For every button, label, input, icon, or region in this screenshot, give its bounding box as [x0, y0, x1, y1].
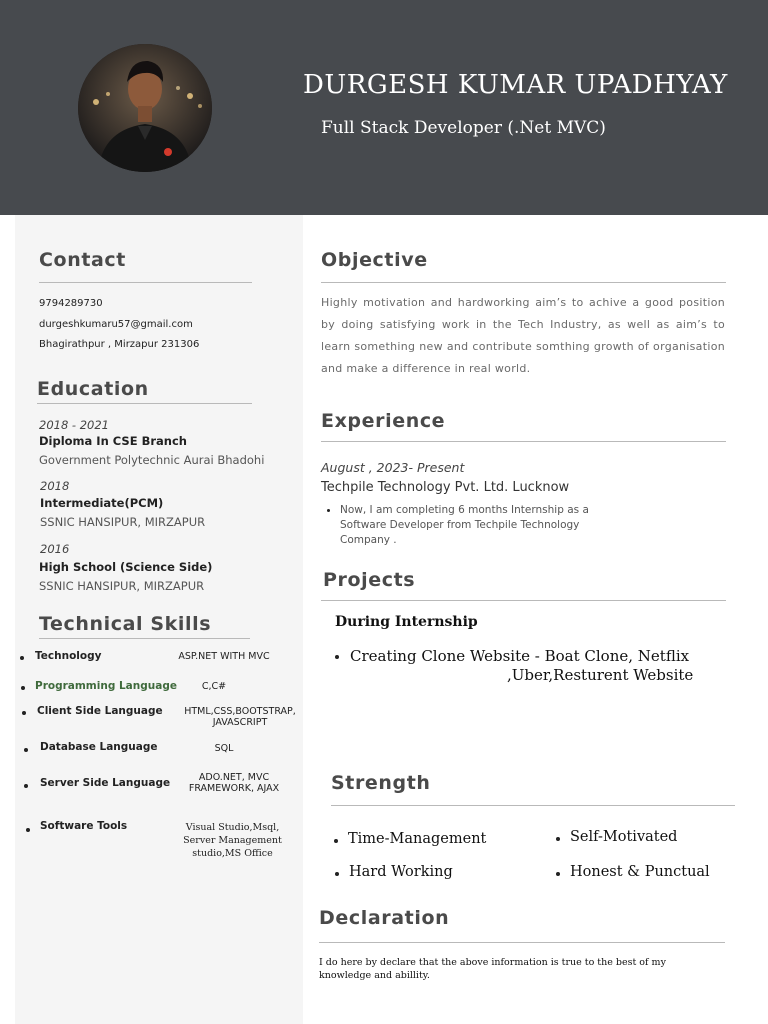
- objective-text: Highly motivation and hardworking aim’s to achive a good position by doing satisfying work in the Tech Industry, as well as aim’s to learn something new and contribute somthing growth of organisation and make a difference in real world.: [321, 296, 725, 375]
- contact-heading: Contact: [39, 249, 126, 271]
- strength-item: Hard Working: [349, 864, 453, 880]
- bullet-icon: [556, 872, 560, 876]
- contact-email: durgeshkumaru57@gmail.com: [39, 319, 193, 330]
- experience-date: August , 2023- Present: [321, 460, 465, 475]
- skill-value: C,C#: [201, 681, 227, 692]
- candidate-role: Full Stack Developer (.Net MVC): [321, 118, 606, 138]
- education-school: Government Polytechnic Aurai Bhadohi: [39, 453, 265, 467]
- education-title: Intermediate(PCM): [40, 496, 164, 510]
- strength-item: Time-Management: [348, 831, 487, 847]
- objective-heading: Objective: [321, 249, 428, 271]
- strength-item: Self-Motivated: [570, 829, 678, 845]
- bullet-icon: [335, 655, 339, 659]
- contact-phone: 9794289730: [39, 298, 103, 309]
- skill-value: HTML,CSS,BOOTSTRAP, JAVASCRIPT: [184, 706, 296, 728]
- project-item-line1: Creating Clone Website - Boat Clone, Netflix: [350, 647, 690, 665]
- education-years: 2016: [40, 542, 70, 556]
- declaration-divider: [319, 942, 725, 943]
- education-years: 2018 - 2021: [39, 418, 109, 432]
- contact-address: Bhagirathpur , Mirzapur 231306: [39, 339, 200, 350]
- education-years: 2018: [40, 479, 70, 493]
- projects-subheading: During Internship: [335, 614, 478, 630]
- skill-label: Technology: [35, 650, 102, 662]
- declaration-heading: Declaration: [319, 907, 450, 929]
- bullet-icon: [20, 656, 24, 660]
- projects-heading: Projects: [323, 569, 416, 591]
- declaration-text: I do here by declare that the above information is true to the best of my knowledge and abillity.: [319, 957, 666, 981]
- profile-photo: [78, 44, 212, 172]
- experience-bullet: Now, I am completing 6 months Internship as a Software Developer from Techpile Technology Company .: [340, 504, 589, 546]
- strength-item: Honest & Punctual: [570, 864, 710, 880]
- experience-company: Techpile Technology Pvt. Ltd. Lucknow: [321, 480, 570, 495]
- skill-value: ADO.NET, MVC FRAMEWORK, AJAX: [188, 772, 280, 794]
- experience-divider: [321, 441, 726, 442]
- skills-divider: [39, 638, 250, 639]
- experience-heading: Experience: [321, 410, 446, 432]
- skill-value: SQL: [214, 743, 234, 754]
- skill-value: ASP.NET WITH MVC: [178, 651, 270, 662]
- bullet-icon: [335, 872, 339, 876]
- bullet-icon: [24, 748, 28, 752]
- education-school: SSNIC HANSIPUR, MIRZAPUR: [39, 579, 205, 593]
- objective-divider: [321, 282, 726, 283]
- strength-divider: [331, 805, 735, 806]
- education-divider: [37, 403, 252, 404]
- contact-divider: [39, 282, 252, 283]
- education-heading: Education: [37, 378, 149, 400]
- skill-label: Server Side Language: [40, 777, 171, 789]
- projects-divider: [321, 600, 726, 601]
- bullet-icon: [334, 839, 338, 843]
- bullet-icon: [556, 837, 560, 841]
- candidate-name: DURGESH KUMAR UPADHYAY: [303, 70, 728, 100]
- profile-photo-graphic: [78, 44, 212, 172]
- education-school: SSNIC HANSIPUR, MIRZAPUR: [40, 515, 206, 529]
- skill-label: Client Side Language: [37, 705, 163, 717]
- education-title: Diploma In CSE Branch: [39, 434, 187, 448]
- education-title: High School (Science Side): [39, 560, 213, 574]
- bullet-icon: [21, 686, 25, 690]
- skill-label: Software Tools: [40, 820, 128, 832]
- project-item-line2: ,Uber,Resturent Website: [507, 666, 694, 684]
- skill-value: Visual Studio,Msql, Server Management studio,MS Office: [183, 822, 282, 859]
- skill-label: Programming Language: [35, 680, 177, 692]
- skills-heading: Technical Skills: [39, 613, 212, 635]
- bullet-icon: [327, 509, 330, 512]
- strength-heading: Strength: [331, 772, 431, 794]
- skill-label: Database Language: [40, 741, 158, 753]
- bullet-icon: [26, 828, 30, 832]
- bullet-icon: [22, 711, 26, 715]
- bullet-icon: [24, 784, 28, 788]
